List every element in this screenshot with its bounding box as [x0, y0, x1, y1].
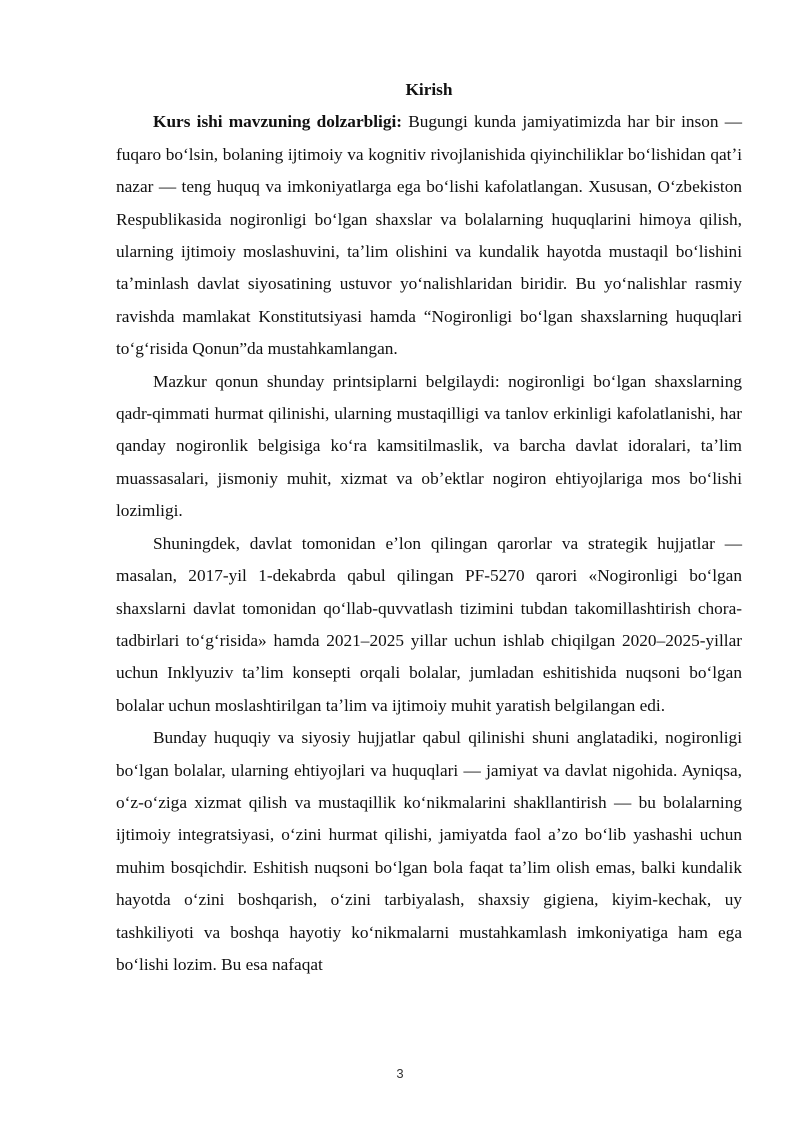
page-number: 3	[396, 1066, 404, 1081]
page-heading: Kirish	[405, 80, 453, 99]
paragraph-legal-significance: Bunday huquqiy va siyosiy hujjatlar qabul qilinishi shuni anglatadiki, nogironligi boʻlgan bolalar, ularning ehtiyojlari va huquqlari — jamiyat va davlat nigohida. Ayniqsa, oʻz-oʻziga xizmat qilish va mustaqillik koʻnikmalarini shakllantirish — bu bolalarning ijtimoiy integratsiyasi, oʻzini hurmat qilishi, jamiyatda faol aʼzo boʻlib yashashi uchun muhim bosqichdir. Eshitish nuqsoni boʻlgan bola faqat taʼlim olish emas, balki kundalik hayotda oʻzini boshqarish, oʻzini tarbiyalash, shaxsiy gigiena, kiyim-kechak, uy tashkiliyoti va boshqa hayotiy koʻnikmalarni mustahkamlash imkoniyatiga ham ega boʻlishi lozim. Bu esa nafaqat	[116, 728, 742, 974]
paragraph-lead: Kurs ishi mavzuning dolzarbligi:	[153, 112, 403, 132]
paragraph-text: Bugungi kunda jamiyatimizda har bir inson — fuqaro boʻlsin, bolaning ijtimoiy va kognitiv rivojlanishida qiyinchiliklar boʻlishidan qatʼi nazar — teng huquq va imkoniyatlarga ega boʻlishi kafolatlangan. Xususan, Oʻzbekiston Respublikasida nogironligi boʻlgan shaxslar va bolalarning huquqlarini himoya qilish, ularning ijtimoiy moslashuvini, taʼlim olishini va kundalik hayotda mustaqil boʻlishini taʼminlash davlat siyosatining ustuvor yoʻnalishlaridan biridir. Bu yoʻnalishlar rasmiy ravishda mamlakat Konstitutsiyasi hamda “Nogironligi boʻlgan shaxslarning huquqlari toʻgʻrisida Qonun”da mustahkamlangan.	[116, 112, 742, 359]
paragraph-relevance	[116, 106, 742, 365]
paragraph-law-principles: Mazkur qonun shunday printsiplarni belgilaydi: nogironligi boʻlgan shaxslarning qadr-qimmati hurmat qilinishi, ularning mustaqilligi va tanlov erkinligi kafolatlanishi, har qanday nogironlik belgisiga koʻra kamsitilmaslik, va barcha davlat idoralari, taʼlim muassasalari, jismoniy muhit, xizmat va obʼektlar nogiron ehtiyojlariga mos boʻlishi lozimligi.	[116, 371, 742, 521]
page-content	[116, 74, 742, 981]
paragraph-state-documents: Shuningdek, davlat tomonidan eʼlon qilingan qarorlar va strategik hujjatlar — masalan, 2017-yil 1-dekabrda qabul qilingan PF-5270 qarori «Nogironligi boʻlgan shaxslarni davlat tomonidan qoʻllab-quvvatlash tizimini tubdan takomillashtirish chora-tadbirlari toʻgʻrisida» hamda 2021–2025 yillar uchun ishlab chiqilgan 2020–2025-yillar uchun Inklyuziv taʼlim konsepti orqali bolalar, jumladan eshitishida nuqsoni boʻlgan bolalar uchun moslashtirilgan taʼlim va ijtimoiy muhit yaratish belgilangan edi.	[116, 533, 742, 715]
